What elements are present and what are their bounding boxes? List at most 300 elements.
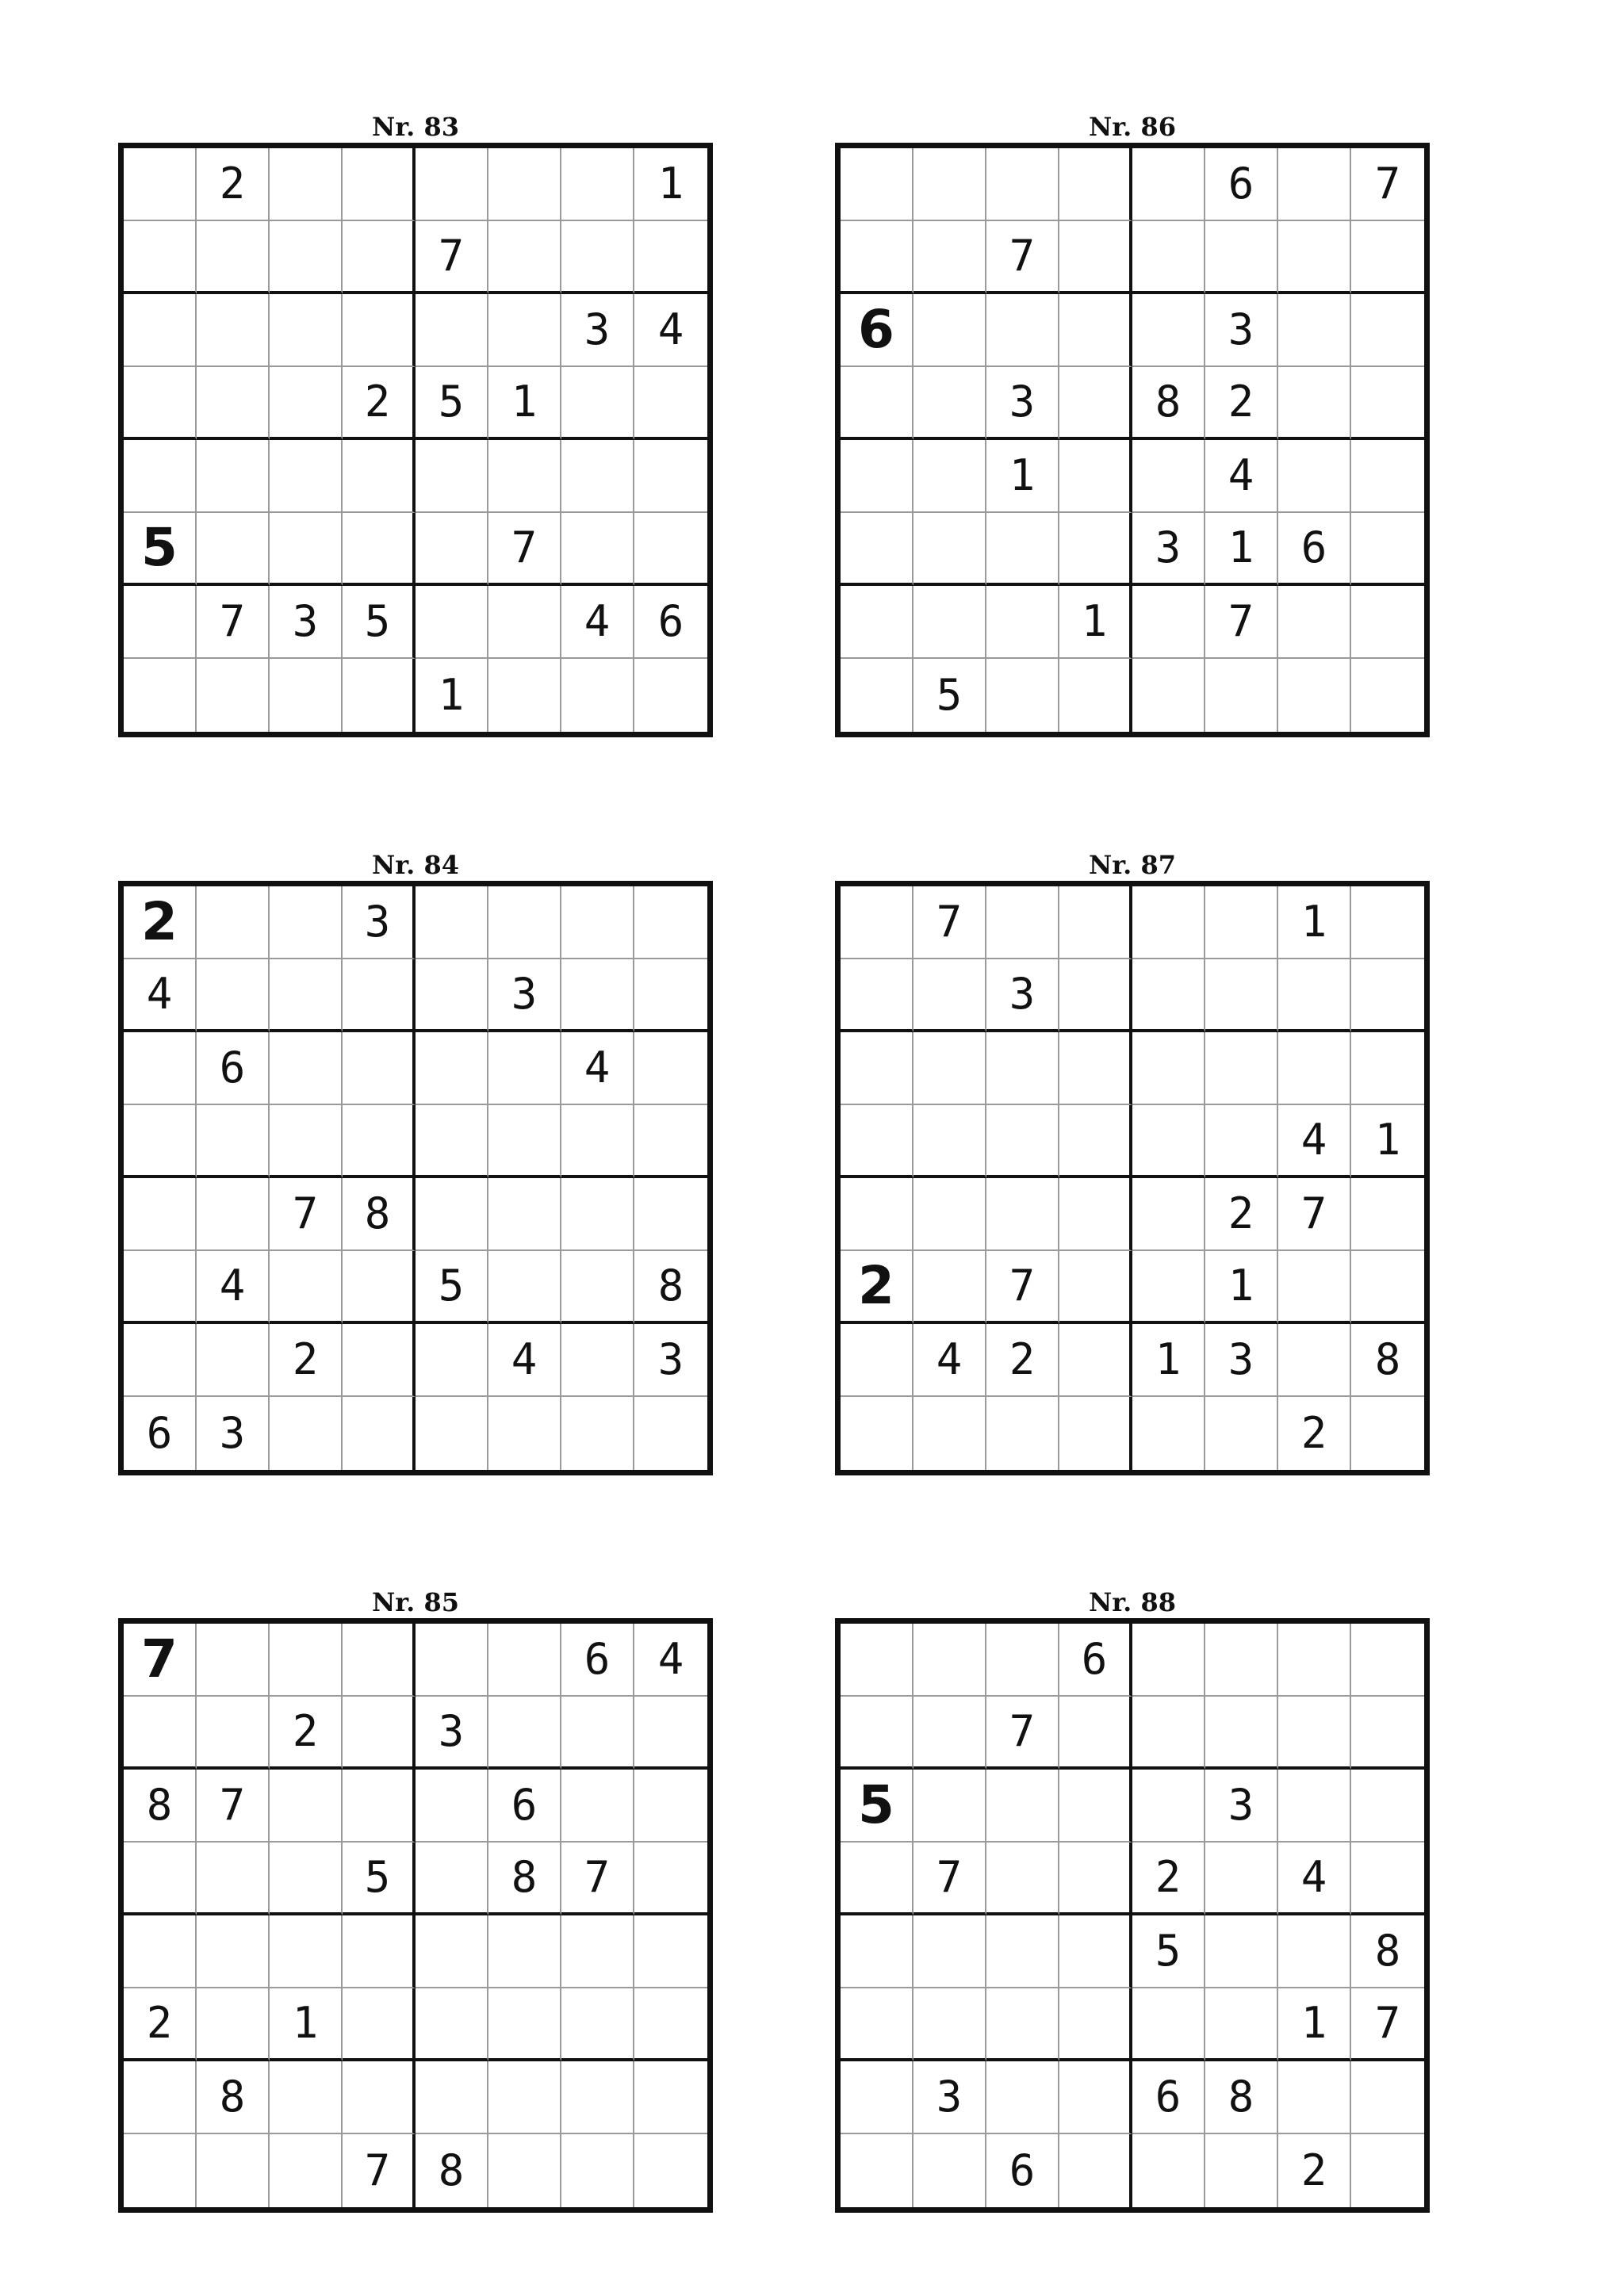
sudoku-cell [1278, 959, 1351, 1032]
sudoku-cell [124, 1697, 197, 1770]
sudoku-cell [561, 659, 634, 732]
sudoku-cell [124, 1105, 197, 1178]
sudoku-cell [986, 513, 1059, 586]
sudoku-cell: 8 [634, 1251, 707, 1324]
sudoku-cell [270, 440, 343, 513]
sudoku-cell [841, 1032, 914, 1105]
sudoku-cell [561, 1397, 634, 1470]
sudoku-cell [1278, 440, 1351, 513]
sudoku-cell [343, 1697, 416, 1770]
sudoku-cell [1132, 659, 1205, 732]
sudoku-cell [124, 1251, 197, 1324]
sudoku-grid [118, 881, 713, 1475]
sudoku-cell: 6 [1278, 513, 1351, 586]
sudoku-cell: 6 [634, 586, 707, 659]
sudoku-cell [270, 659, 343, 732]
sudoku-cell [561, 1988, 634, 2061]
sudoku-cell: 4 [1278, 1843, 1351, 1915]
sudoku-cell [561, 1251, 634, 1324]
sudoku-cell [1205, 959, 1278, 1032]
sudoku-cell: 1 [1205, 1251, 1278, 1324]
sudoku-cell [1278, 2061, 1351, 2134]
sudoku-cell [634, 367, 707, 440]
sudoku-cell [343, 1988, 416, 2061]
sudoku-cell [197, 2134, 270, 2207]
sudoku-cell: 2 [197, 148, 270, 221]
sudoku-cell: 6 [488, 1770, 561, 1843]
sudoku-cell [197, 659, 270, 732]
sudoku-cell [343, 2061, 416, 2134]
sudoku-cell [634, 886, 707, 959]
sudoku-cell: 6 [986, 2134, 1059, 2207]
sudoku-cell: 4 [124, 959, 197, 1032]
sudoku-cell [1278, 1032, 1351, 1105]
sudoku-cell [986, 1770, 1059, 1843]
sudoku-cell [914, 367, 986, 440]
sudoku-cell [841, 2061, 914, 2134]
sudoku-cell [634, 1032, 707, 1105]
sudoku-cell: 4 [914, 1324, 986, 1397]
sudoku-cell [1132, 1624, 1205, 1697]
sudoku-cell [416, 440, 488, 513]
sudoku-cell: 3 [270, 586, 343, 659]
sudoku-cell [1351, 440, 1424, 513]
sudoku-cell [343, 659, 416, 732]
sudoku-cell: 1 [270, 1988, 343, 2061]
sudoku-cell [1059, 959, 1132, 1032]
sudoku-cell [914, 221, 986, 294]
sudoku-cell: 8 [416, 2134, 488, 2207]
sudoku-cell [416, 1397, 488, 1470]
sudoku-cell [1351, 2134, 1424, 2207]
sudoku-cell [1132, 1770, 1205, 1843]
sudoku-cell [1059, 2061, 1132, 2134]
sudoku-cell [124, 2061, 197, 2134]
sudoku-cell: 7 [914, 1843, 986, 1915]
sudoku-cell [1351, 959, 1424, 1032]
sudoku-cell [1132, 1397, 1205, 1470]
sudoku-cell [124, 221, 197, 294]
sudoku-cell [1351, 1251, 1424, 1324]
sudoku-cell [841, 148, 914, 221]
sudoku-cell [270, 2134, 343, 2207]
sudoku-cell: 5 [416, 1251, 488, 1324]
sudoku-cell [914, 513, 986, 586]
sudoku-cell [1351, 1032, 1424, 1105]
sudoku-cell [124, 367, 197, 440]
sudoku-cell: 8 [197, 2061, 270, 2134]
sudoku-cell: 5 [1132, 1915, 1205, 1988]
sudoku-cell: 3 [986, 367, 1059, 440]
sudoku-cell [1351, 586, 1424, 659]
sudoku-cell [1059, 148, 1132, 221]
sudoku-cell [986, 1624, 1059, 1697]
sudoku-cell [914, 586, 986, 659]
sudoku-cell [841, 440, 914, 513]
sudoku-cell: 7 [1278, 1178, 1351, 1251]
sudoku-cell [1059, 1697, 1132, 1770]
sudoku-cell [1205, 1624, 1278, 1697]
sudoku-cell [841, 221, 914, 294]
sudoku-cell: 5 [343, 586, 416, 659]
sudoku-cell [841, 1105, 914, 1178]
sudoku-cell: 3 [488, 959, 561, 1032]
sudoku-cell: 2 [1278, 1397, 1351, 1470]
sudoku-cell [1059, 2134, 1132, 2207]
sudoku-cell [1205, 2134, 1278, 2207]
sudoku-cell [1351, 1397, 1424, 1470]
sudoku-cell [124, 148, 197, 221]
sudoku-cell [1132, 586, 1205, 659]
sudoku-cell [124, 586, 197, 659]
sudoku-cell [561, 221, 634, 294]
sudoku-cell [197, 367, 270, 440]
sudoku-cell [1059, 1843, 1132, 1915]
sudoku-cell [1278, 1624, 1351, 1697]
sudoku-cell [634, 659, 707, 732]
sudoku-cell [561, 1770, 634, 1843]
sudoku-cell [1351, 513, 1424, 586]
sudoku-cell [416, 513, 488, 586]
sudoku-cell [270, 2061, 343, 2134]
sudoku-cell: 7 [197, 586, 270, 659]
sudoku-cell [634, 959, 707, 1032]
sudoku-cell: 7 [197, 1770, 270, 1843]
sudoku-cell [986, 659, 1059, 732]
sudoku-cell: 2 [986, 1324, 1059, 1397]
sudoku-cell [343, 1032, 416, 1105]
sudoku-cell [1205, 1843, 1278, 1915]
sudoku-cell [1059, 1770, 1132, 1843]
sudoku-cell [841, 1178, 914, 1251]
sudoku-cell [1059, 1105, 1132, 1178]
sudoku-cell [488, 1251, 561, 1324]
sudoku-cell [343, 1105, 416, 1178]
sudoku-cell: 6 [1205, 148, 1278, 221]
sudoku-cell [343, 1624, 416, 1697]
sudoku-cell [1278, 1770, 1351, 1843]
sudoku-cell [1132, 221, 1205, 294]
sudoku-cell [1351, 1770, 1424, 1843]
sudoku-cell [561, 1105, 634, 1178]
sudoku-cell [1132, 2134, 1205, 2207]
sudoku-cell: 7 [343, 2134, 416, 2207]
sudoku-cell [197, 294, 270, 367]
sudoku-cell: 1 [1132, 1324, 1205, 1397]
sudoku-cell [270, 1624, 343, 1697]
sudoku-cell [1132, 1697, 1205, 1770]
sudoku-cell [986, 1915, 1059, 1988]
sudoku-cell [561, 1178, 634, 1251]
sudoku-cell [986, 2061, 1059, 2134]
sudoku-cell [1059, 1397, 1132, 1470]
sudoku-cell [197, 1624, 270, 1697]
sudoku-cell [914, 148, 986, 221]
sudoku-cell [343, 1397, 416, 1470]
sudoku-cell [343, 1251, 416, 1324]
sudoku-cell: 3 [1205, 1770, 1278, 1843]
sudoku-cell: 4 [197, 1251, 270, 1324]
sudoku-cell [124, 2134, 197, 2207]
sudoku-cell [634, 1397, 707, 1470]
sudoku-cell [1059, 1032, 1132, 1105]
sudoku-cell [343, 440, 416, 513]
sudoku-cell [488, 2134, 561, 2207]
sudoku-cell [197, 1697, 270, 1770]
sudoku-cell [634, 513, 707, 586]
sudoku-cell [197, 440, 270, 513]
sudoku-cell [841, 659, 914, 732]
sudoku-cell [343, 1915, 416, 1988]
sudoku-cell: 7 [488, 513, 561, 586]
sudoku-cell: 2 [270, 1324, 343, 1397]
sudoku-cell [841, 959, 914, 1032]
sudoku-cell [416, 886, 488, 959]
sudoku-cell [841, 1624, 914, 1697]
sudoku-cell [561, 886, 634, 959]
sudoku-cell [914, 1915, 986, 1988]
sudoku-cell [1278, 1915, 1351, 1988]
sudoku-cell: 7 [986, 221, 1059, 294]
sudoku-cell [561, 440, 634, 513]
sudoku-cell: 4 [561, 1032, 634, 1105]
puzzle-title: Nr. 88 [1089, 1587, 1176, 1617]
sudoku-cell [1132, 1178, 1205, 1251]
sudoku-cell: 4 [634, 294, 707, 367]
sudoku-cell [416, 1770, 488, 1843]
sudoku-cell [914, 1251, 986, 1324]
sudoku-cell [986, 148, 1059, 221]
sudoku-cell [561, 513, 634, 586]
sudoku-cell: 8 [488, 1843, 561, 1915]
puzzle-title: Nr. 83 [372, 112, 459, 142]
sudoku-cell [270, 367, 343, 440]
sudoku-cell: 1 [416, 659, 488, 732]
sudoku-cell [1205, 1988, 1278, 2061]
sudoku-cell [488, 659, 561, 732]
sudoku-cell [841, 1324, 914, 1397]
sudoku-cell [343, 1324, 416, 1397]
sudoku-cell [1351, 659, 1424, 732]
sudoku-cell [634, 1105, 707, 1178]
sudoku-cell [488, 2061, 561, 2134]
sudoku-cell: 7 [986, 1697, 1059, 1770]
sudoku-cell [124, 659, 197, 732]
sudoku-cell [343, 221, 416, 294]
sudoku-cell [914, 1032, 986, 1105]
sudoku-cell: 3 [634, 1324, 707, 1397]
sudoku-cell: 2 [1278, 2134, 1351, 2207]
sudoku-cell [270, 513, 343, 586]
sudoku-cell [416, 1624, 488, 1697]
sudoku-cell [1059, 221, 1132, 294]
sudoku-cell [343, 513, 416, 586]
sudoku-cell: 6 [841, 294, 914, 367]
sudoku-cell [914, 1770, 986, 1843]
sudoku-cell [1132, 959, 1205, 1032]
sudoku-cell [1059, 1988, 1132, 2061]
sudoku-cell [270, 148, 343, 221]
sudoku-cell [124, 1915, 197, 1988]
sudoku-cell [488, 886, 561, 959]
sudoku-cell: 1 [1278, 886, 1351, 959]
sudoku-cell [343, 294, 416, 367]
sudoku-cell [841, 2134, 914, 2207]
sudoku-cell [197, 1843, 270, 1915]
sudoku-cell [914, 959, 986, 1032]
sudoku-cell [1205, 659, 1278, 732]
puzzle-title: Nr. 87 [1089, 850, 1176, 880]
sudoku-cell: 3 [561, 294, 634, 367]
sudoku-cell [986, 1032, 1059, 1105]
sudoku-cell [841, 367, 914, 440]
sudoku-cell: 2 [270, 1697, 343, 1770]
sudoku-cell [488, 1178, 561, 1251]
sudoku-cell: 3 [1205, 1324, 1278, 1397]
sudoku-cell: 6 [561, 1624, 634, 1697]
sudoku-cell [1351, 221, 1424, 294]
sudoku-cell [1132, 886, 1205, 959]
sudoku-cell [1132, 1251, 1205, 1324]
sudoku-cell [488, 221, 561, 294]
sudoku-cell [561, 1324, 634, 1397]
sudoku-cell [416, 1843, 488, 1915]
sudoku-cell [343, 959, 416, 1032]
sudoku-cell: 5 [841, 1770, 914, 1843]
sudoku-cell [1205, 1032, 1278, 1105]
sudoku-cell [197, 513, 270, 586]
sudoku-cell [561, 367, 634, 440]
sudoku-cell [634, 1770, 707, 1843]
sudoku-cell [416, 959, 488, 1032]
sudoku-cell: 1 [488, 367, 561, 440]
sudoku-grid [118, 143, 713, 737]
sudoku-cell: 2 [124, 1988, 197, 2061]
sudoku-cell: 4 [1278, 1105, 1351, 1178]
sudoku-cell: 3 [343, 886, 416, 959]
sudoku-cell [561, 959, 634, 1032]
sudoku-cell [488, 586, 561, 659]
sudoku-cell [124, 294, 197, 367]
sudoku-cell: 6 [124, 1397, 197, 1470]
puzzle-title: Nr. 84 [372, 850, 459, 880]
sudoku-cell: 7 [270, 1178, 343, 1251]
sudoku-cell [1351, 1843, 1424, 1915]
sudoku-cell [914, 1697, 986, 1770]
sudoku-cell: 8 [124, 1770, 197, 1843]
sudoku-cell [124, 1843, 197, 1915]
sudoku-cell [488, 148, 561, 221]
sudoku-cell [1205, 1397, 1278, 1470]
sudoku-cell [1059, 440, 1132, 513]
sudoku-cell [914, 1397, 986, 1470]
sudoku-cell [197, 1178, 270, 1251]
sudoku-cell [986, 886, 1059, 959]
sudoku-cell [914, 440, 986, 513]
sudoku-cell [841, 586, 914, 659]
sudoku-cell [561, 1697, 634, 1770]
sudoku-cell [986, 1397, 1059, 1470]
sudoku-cell [488, 294, 561, 367]
sudoku-cell [1351, 1624, 1424, 1697]
sudoku-cell [270, 1251, 343, 1324]
sudoku-cell [488, 1915, 561, 1988]
sudoku-cell [197, 959, 270, 1032]
sudoku-cell [416, 1105, 488, 1178]
sudoku-cell: 1 [1059, 586, 1132, 659]
sudoku-cell [124, 1178, 197, 1251]
sudoku-cell [986, 294, 1059, 367]
sudoku-cell [270, 294, 343, 367]
sudoku-cell [1132, 1988, 1205, 2061]
sudoku-cell: 5 [343, 1843, 416, 1915]
sudoku-cell [634, 1915, 707, 1988]
sudoku-cell [488, 440, 561, 513]
sudoku-cell [1059, 886, 1132, 959]
sudoku-cell [1059, 659, 1132, 732]
sudoku-cell [634, 440, 707, 513]
sudoku-cell: 2 [1205, 1178, 1278, 1251]
sudoku-cell [841, 1915, 914, 1988]
sudoku-cell [197, 1915, 270, 1988]
sudoku-cell [124, 1324, 197, 1397]
sudoku-cell [416, 1988, 488, 2061]
sudoku-cell [197, 886, 270, 959]
sudoku-cell [1351, 2061, 1424, 2134]
sudoku-cell [416, 1178, 488, 1251]
sudoku-cell [416, 586, 488, 659]
sudoku-cell [1351, 1178, 1424, 1251]
sudoku-cell [634, 1843, 707, 1915]
sudoku-cell: 7 [1205, 586, 1278, 659]
sudoku-cell [841, 513, 914, 586]
sudoku-cell [561, 148, 634, 221]
sudoku-cell [634, 1988, 707, 2061]
sudoku-cell: 4 [561, 586, 634, 659]
sudoku-cell [197, 1988, 270, 2061]
sudoku-cell [1351, 886, 1424, 959]
sudoku-cell: 1 [1205, 513, 1278, 586]
sudoku-cell: 8 [1132, 367, 1205, 440]
sudoku-cell: 1 [1278, 1988, 1351, 2061]
sudoku-cell: 2 [124, 886, 197, 959]
sudoku-cell [561, 1915, 634, 1988]
sudoku-cell [124, 1032, 197, 1105]
puzzle-title: Nr. 85 [372, 1587, 459, 1617]
sudoku-cell [1278, 1251, 1351, 1324]
sudoku-cell [270, 1032, 343, 1105]
sudoku-cell: 5 [914, 659, 986, 732]
sudoku-cell [634, 221, 707, 294]
sudoku-cell [488, 1105, 561, 1178]
sudoku-cell [1205, 221, 1278, 294]
sudoku-cell: 5 [416, 367, 488, 440]
sudoku-cell: 6 [1059, 1624, 1132, 1697]
sudoku-cell: 3 [914, 2061, 986, 2134]
sudoku-cell [488, 1697, 561, 1770]
sudoku-cell [270, 1397, 343, 1470]
sudoku-cell [270, 1770, 343, 1843]
sudoku-grid [118, 1618, 713, 2213]
sudoku-cell: 2 [1205, 367, 1278, 440]
sudoku-cell: 7 [1351, 148, 1424, 221]
sudoku-cell [1351, 1697, 1424, 1770]
sudoku-cell [197, 221, 270, 294]
sudoku-cell [416, 1324, 488, 1397]
sudoku-cell [1059, 1178, 1132, 1251]
sudoku-cell [841, 1697, 914, 1770]
sudoku-cell: 3 [1132, 513, 1205, 586]
